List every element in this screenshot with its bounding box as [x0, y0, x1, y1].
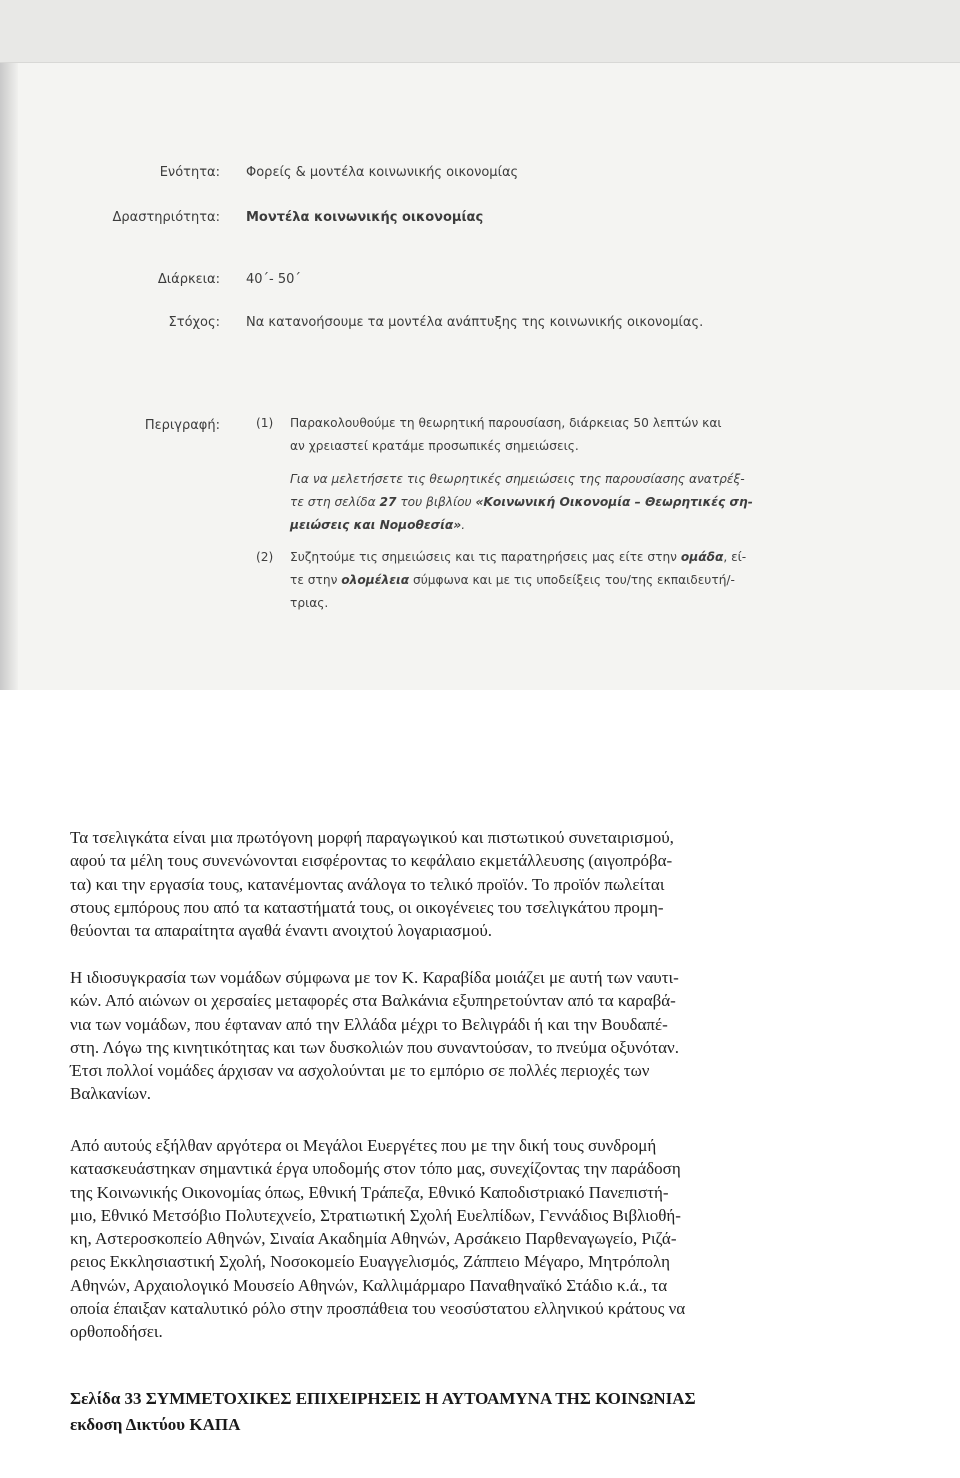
duration-label: Διάρκεια: [157, 272, 220, 287]
goal-value: Να κατανοήσουμε τα μοντέλα ανάπτυξης της κοινωνικής οικονομίας. [246, 315, 704, 330]
step-number: (1) [256, 416, 274, 430]
book-title: «Κοινωνική Οικονομία – Θεωρητικές ση- [475, 495, 753, 509]
footer-title: Σελίδα 33 ΣΥΜΜΕΤΟΧΙΚΕΣ ΕΠΙΧΕΙΡΗΣΕΙΣ Η ΑΥΤΟΑΜΥΝΑ ΤΗΣ ΚΟΙΝΩΝΙΑΣ [70, 1389, 696, 1408]
unit-value: Φορείς & μοντέλα κοινωνικής οικονομίας [246, 165, 519, 180]
unit-label: Ενότητα: [159, 165, 220, 180]
step-number: (2) [256, 550, 274, 564]
activity-label: Δραστηριότητα: [112, 210, 220, 225]
paragraph-nomads: Η ιδιοσυγκρασία των νομάδων σύμφωνα με τον Κ. Καραβίδα μοιάζει με αυτή των ναυτι- κών. Από αιώνων οι χερσαίες μεταφορές στα Βαλκάνια εξυπηρετούνταν από τα καραβά- νια των νομάδων, που έφταναν από την Ελλάδα μέχρι το Βελιγράδι ή και την Βουδαπέ- στη. Λόγω της κινητικότητας και των δυσκολιών που συναντούσαν, το πνεύμα οξυνόταν. Έτσι πολλοί νομάδες άρχισαν να ασχολούνται με το εμπόριο σε πολλές περιοχές των Βαλκανίων. [70, 968, 679, 1104]
reference-note: Για να μελετήσετε τις θεωρητικές σημειώσεις της παρουσίασης ανατρέξ- τε στη σελίδα 27 του βιβλίου «Κοινωνική Οικονομία – Θεωρητικές ση- μειώσεις και Νομοθεσία». [290, 472, 753, 532]
footer-edition: εκδοση Δικτύου ΚΑΠΑ [70, 1415, 241, 1434]
description-step-1: (1) Παρακολουθούμε τη θεωρητική παρουσίαση, διάρκειας 50 λεπτών και αν χρειαστεί κρατάμε προσωπικές σημειώσεις. [256, 412, 906, 458]
paragraph-benefactors: Από αυτούς εξήλθαν αργότερα οι Μεγάλοι Ευεργέτες που με την δική τους συνδρομή κατασκευάστηκαν σημαντικά έργα υποδομής στον τόπο μας, συνεχίζοντας την παράδοση της Κοινωνικής Οικονομίας όπως, Εθνική Τράπεζα, Εθνικό Καποδιστριακό Πανεπιστή- μιο, Εθνικό Μετσόβιο Πολυτεχνείο, Στρατιωτική Σχολή Ευελπίδων, Γεννάδιος Βιβλιοθή- κη, Αστεροσκοπείο Αθηνών, Σιναία Ακαδημία Αθηνών, Αρσάκειο Παρθεναγωγείο, Ριζά- ρειος Εκκλησιαστική Σχολή, Νοσοκομείο Ευαγγελισμός, Ζάππειο Μέγαρο, Μητρόπολη Αθηνών, Αρχαιολογικό Μουσείο Αθηνών, Καλλιμάρμαρο Παναθηναϊκό Στάδιο κ.ά., τα οποία έπαιξαν καταλυτικό ρόλο στην προσπάθεια του νεοσύστατου ελληνικού κράτους να ορθοποδήσει. [70, 1136, 686, 1342]
goal-label: Στόχος: [168, 315, 220, 330]
description-step-2: (2) Συζητούμε τις σημειώσεις και τις παρατηρήσεις μας είτε στην ομάδα, εί- τε στην ολομέλεια σύμφωνα και με τις υποδείξεις του/της εκπαιδευτή/- τριας. [256, 546, 906, 615]
page-reference: 27 [379, 495, 397, 509]
page-footer [70, 1386, 890, 1438]
description-label: Περιγραφή: [144, 418, 220, 433]
sheet-edge-shadow [0, 63, 18, 691]
group-emphasis: ομάδα [680, 550, 724, 564]
paragraph-tselingata: Τα τσελιγκάτα είναι μια πρωτόγονη μορφή παραγωγικού και πιστωτικού συνεταιρισμού, αφού τα μέλη τους συνενώνονται εισφέροντας το κεφάλαιο εκμετάλλευσης (αιγοπρόβα- τα) και την εργασία τους, κατανέμοντας ανάλογα το τελικό προϊόν. Το προϊόν πωλείται στους εμπόρους που από τα καταστήματά τους, οι οικογένειες του τσελιγκάτου προμη- θεύονται τα απαραίτητα αγαθά έναντι ανοιχτού λογαριασμού. [70, 828, 674, 941]
activity-value: Μοντέλα κοινωνικής οικονομίας [246, 210, 484, 225]
plenary-emphasis: ολομέλεια [341, 573, 410, 587]
duration-value: 40΄- 50΄ [246, 272, 301, 287]
